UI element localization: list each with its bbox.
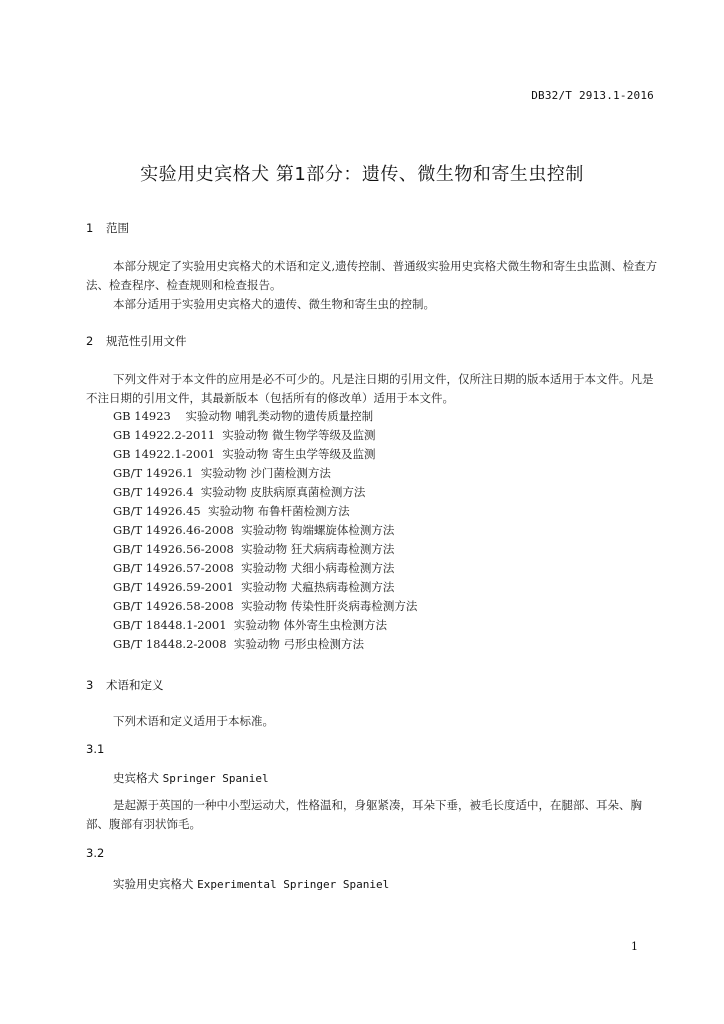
reference-item: GB/T 14926.58-2008 实验动物 传染性肝炎病毒检测方法 <box>113 599 418 613</box>
reference-item: GB 14923 实验动物 哺乳类动物的遗传质量控制 <box>113 409 374 423</box>
reference-item: GB/T 14926.1 实验动物 沙门菌检测方法 <box>113 466 331 480</box>
scope-paragraph-2: 本部分适用于实验用史宾格犬的遗传、微生物和寄生虫的控制。 <box>113 297 435 311</box>
reference-item: GB/T 14926.45 实验动物 布鲁杆菌检测方法 <box>113 504 350 518</box>
section-number: 3 <box>86 678 94 692</box>
term-name-cn: 史宾格犬 <box>113 771 159 785</box>
standard-code: DB32/T 2913.1-2016 <box>531 89 654 102</box>
document-title: 实验用史宾格犬 第1部分：遗传、微生物和寄生虫控制 <box>140 164 584 185</box>
normative-refs-intro: 下列文件对于本文件的应用是必不可少的。凡是注日期的引用文件，仅所注日期的版本适用于本文件。凡是不注日期的引用文件，其最新版本（包括所有的修改单）适用于本文件。 <box>86 372 654 405</box>
section-2-heading <box>86 333 187 349</box>
terms-intro: 下列术语和定义适用于本标准。 <box>113 714 274 728</box>
reference-item: GB/T 14926.56-2008 实验动物 狂犬病病毒检测方法 <box>113 542 395 556</box>
term-2-title <box>113 876 389 892</box>
section-1-heading <box>86 220 129 236</box>
term-name-en: Experimental Springer Spaniel <box>197 878 390 891</box>
reference-item: GB 14922.2-2011 实验动物 微生物学等级及监测 <box>113 428 376 442</box>
reference-item: GB 14922.1-2001 实验动物 寄生虫学等级及监测 <box>113 447 376 461</box>
section-title: 规范性引用文件 <box>106 334 187 348</box>
term-name-cn: 实验用史宾格犬 <box>113 877 194 891</box>
section-title: 范围 <box>106 221 129 235</box>
reference-item: GB/T 14926.57-2008 实验动物 犬细小病毒检测方法 <box>113 561 395 575</box>
reference-item: GB/T 18448.2-2008 实验动物 弓形虫检测方法 <box>113 637 365 651</box>
section-title: 术语和定义 <box>106 678 164 692</box>
page-number: 1 <box>631 940 638 953</box>
term-1-definition: 是起源于英国的一种中小型运动犬，性格温和，身躯紧凑，耳朵下垂，被毛长度适中，在腿部、耳朵、胸部、腹部有羽状饰毛。 <box>86 798 642 831</box>
section-number: 1 <box>86 221 94 235</box>
term-1-title <box>113 770 269 786</box>
term-name-en: Springer Spaniel <box>162 772 269 785</box>
reference-item: GB/T 14926.46-2008 实验动物 钩端螺旋体检测方法 <box>113 523 395 537</box>
reference-list <box>113 407 417 654</box>
term-1-number: 3.1 <box>86 742 105 756</box>
section-number: 2 <box>86 334 94 348</box>
scope-paragraph-1: 本部分规定了实验用史宾格犬的术语和定义,遗传控制、普通级实验用史宾格犬微生物和寄生虫监测、检查方法、检查程序、检查规则和检查报告。 <box>86 259 658 292</box>
reference-item: GB/T 14926.59-2001 实验动物 犬瘟热病毒检测方法 <box>113 580 395 594</box>
section-3-heading <box>86 677 164 693</box>
reference-item: GB/T 18448.1-2001 实验动物 体外寄生虫检测方法 <box>113 618 388 632</box>
reference-item: GB/T 14926.4 实验动物 皮肤病原真菌检测方法 <box>113 485 366 499</box>
term-2-number: 3.2 <box>86 846 105 860</box>
